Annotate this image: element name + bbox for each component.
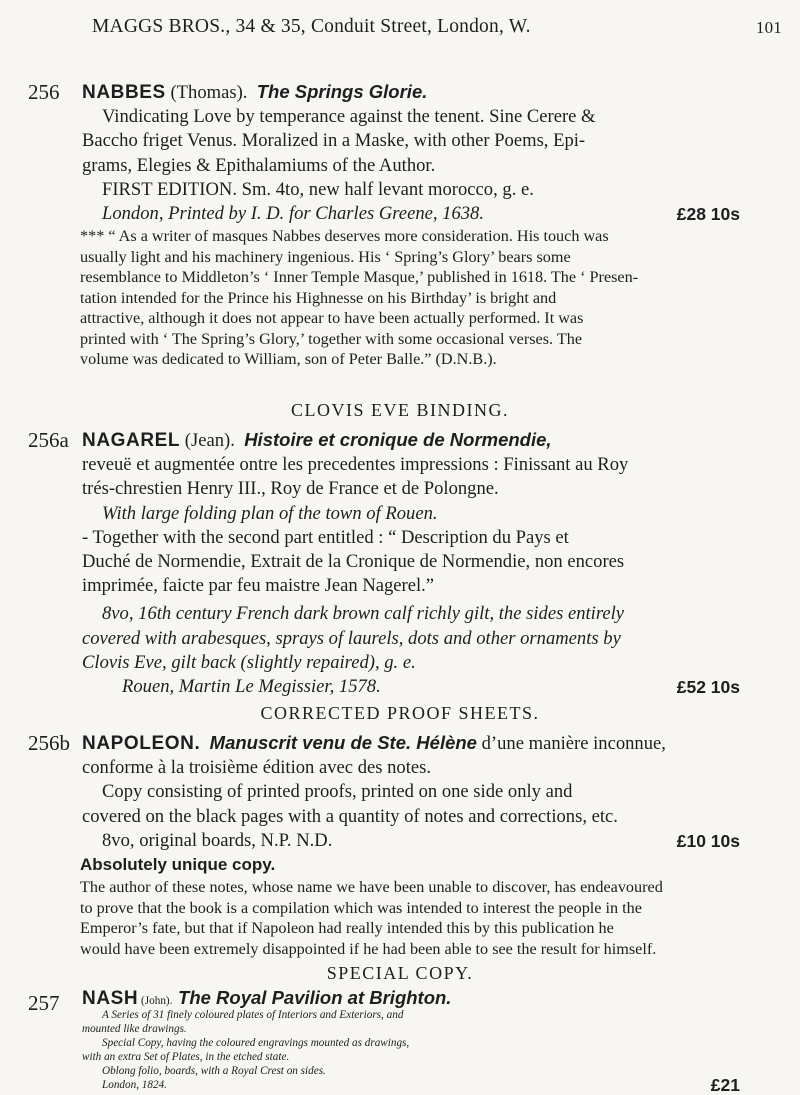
- description-line: Copy consisting of printed proofs, printed on one side only and: [102, 781, 573, 803]
- plan-text: With large folding plan of the town of Rouen.: [102, 502, 438, 524]
- note-line: tation intended for the Prince his Highnesse on his Birthday’ is bright and: [80, 288, 557, 307]
- edition-line: FIRST EDITION. Sm. 4to, new half levant morocco, g. e.: [102, 178, 534, 200]
- binding-line: [82, 627, 780, 651]
- lot-number: 256: [28, 80, 60, 104]
- binding-text: 8vo, original boards, N.P. N.D.: [102, 829, 333, 851]
- author-forename: (Thomas).: [165, 82, 248, 103]
- author-forename: (Jean).: [180, 430, 235, 451]
- note-line: volume was dedicated to William, son of Peter Balle.” (D.N.B.).: [80, 350, 497, 369]
- lot-heading: [82, 987, 780, 1009]
- description-line: covered on the black pages with a quantity of notes and corrections, etc.: [82, 805, 618, 827]
- lot-number: 256b: [28, 731, 70, 755]
- special-text: with an extra Set of Plates, in the etched state.: [82, 1051, 290, 1063]
- book-title: The Royal Pavilion at Brighton.: [178, 987, 452, 1008]
- binding-line: [82, 602, 780, 626]
- binding-line: [82, 829, 780, 853]
- note-line: usually light and his machinery ingenious. His ‘ Spring’s Glory’ bears some: [80, 247, 571, 266]
- running-head: MAGGS BROS., 34 & 35, Conduit Street, London, W.: [92, 16, 531, 37]
- together-line: - Together with the second part entitled : “ Description du Pays et: [82, 526, 569, 548]
- lot-number: 257: [28, 991, 60, 1015]
- binding-text: covered with arabesques, sprays of laurels, dots and other ornaments by: [82, 627, 621, 649]
- binding-text: 8vo, 16th century French dark brown calf richly gilt, the sides entirely: [102, 603, 625, 625]
- description-line: Vindicating Love by temperance against the tenent. Sine Cerere &: [102, 106, 596, 128]
- lot-257: [28, 987, 780, 1095]
- imprint-line: [82, 1075, 780, 1095]
- lot-heading: [82, 428, 780, 453]
- description-line: Baccho friget Venus. Moralized in a Maske, with other Poems, Epi-: [82, 130, 586, 152]
- plan-line: [82, 502, 780, 526]
- price: £21: [710, 1075, 740, 1095]
- description-line: conforme à la troisième édition avec des notes.: [82, 757, 432, 779]
- lot-number: 256a: [28, 428, 69, 452]
- note-line: printed with ‘ The Spring’s Glory,’ together with some occasional verses. The: [80, 329, 582, 348]
- page-number: 101: [755, 18, 782, 37]
- unique-line: [28, 853, 780, 877]
- series-text: mounted like drawings.: [82, 1023, 187, 1035]
- series-line: [82, 1008, 780, 1022]
- section-heading-proof: CORRECTED PROOF SHEETS.: [260, 703, 540, 723]
- lot-heading: [82, 80, 780, 105]
- author-name: NABBES: [82, 82, 166, 103]
- note-line: Emperor’s fate, but that if Napoleon had really intended this by this publication he: [80, 919, 614, 938]
- section-heading-clovis: CLOVIS EVE BINDING.: [291, 400, 509, 420]
- series-text: A Series of 31 finely coloured plates of Interiors and Exteriors, and: [102, 1009, 404, 1021]
- author-name: NAGAREL: [82, 430, 181, 451]
- note-line: would have been extremely disappointed if he had been able to see the result for himself.: [80, 939, 657, 958]
- lot-256b: [28, 731, 780, 959]
- note-line: resemblance to Middleton’s ‘ Inner Temple Masque,’ published in 1618. The ‘ Presen-: [80, 268, 639, 287]
- together-line: imprimée, faicte par feu maistre Jean Nagerel.”: [82, 575, 435, 597]
- together-line: Duché de Normendie, Extrait de la Cronique de Normendie, non encores: [82, 551, 625, 573]
- note-line: *** “ As a writer of masques Nabbes deserves more consideration. His touch was: [80, 227, 609, 246]
- imprint-line: [82, 675, 780, 699]
- description-line: trés-chrestien Henry III., Roy de France et de Polongne.: [82, 478, 499, 500]
- lot-note: [28, 877, 780, 959]
- lot-256: [28, 80, 780, 370]
- binding-line: [82, 651, 780, 675]
- special-line: [82, 1050, 780, 1064]
- price: £10 10s: [676, 830, 740, 851]
- imprint: London, 1824.: [102, 1079, 167, 1091]
- imprint: London, Printed by I. D. for Charles Greene, 1638.: [102, 203, 484, 225]
- note-line: attractive, although it does not appear to have been actually performed. It was: [80, 309, 584, 328]
- book-title: Histoire et cronique de Normendie,: [244, 429, 552, 450]
- book-title: Manuscrit venu de Ste. Hélène: [209, 732, 477, 753]
- lot-256a: [28, 428, 780, 699]
- price: £52 10s: [676, 677, 740, 698]
- unique-label: Absolutely unique copy.: [80, 855, 276, 875]
- lot-heading: [82, 731, 780, 756]
- description-line: grams, Elegies & Epithalamiums of the Author.: [82, 154, 436, 176]
- description-line: reveuë et augmentée ontre les precedentes impressions : Finissant au Roy: [82, 454, 629, 476]
- imprint: Rouen, Martin Le Megissier, 1578.: [122, 676, 381, 698]
- note-line: The author of these notes, whose name we have been unable to discover, has endeavoured: [80, 878, 663, 897]
- binding-text: Oblong folio, boards, with a Royal Crest on sides.: [102, 1065, 326, 1077]
- special-line: [82, 1036, 780, 1050]
- special-text: Special Copy, having the coloured engravings mounted as drawings,: [102, 1037, 410, 1049]
- section-heading-special: SPECIAL COPY.: [326, 963, 474, 983]
- book-title: The Springs Glorie.: [256, 81, 428, 102]
- binding-line: [82, 1064, 780, 1078]
- lot-note: [28, 226, 780, 370]
- title-rest: d’une manière inconnue,: [476, 733, 666, 754]
- note-line: to prove that the book is a compilation which was intended to interest the people in the: [80, 898, 642, 917]
- author-forename: (John).: [138, 995, 173, 1007]
- author-name: NAPOLEON.: [82, 733, 201, 754]
- price: £28 10s: [676, 204, 740, 225]
- imprint-line: [82, 202, 780, 226]
- author-name: NASH: [82, 988, 139, 1009]
- binding-text: Clovis Eve, gilt back (slightly repaired), g. e.: [82, 651, 416, 673]
